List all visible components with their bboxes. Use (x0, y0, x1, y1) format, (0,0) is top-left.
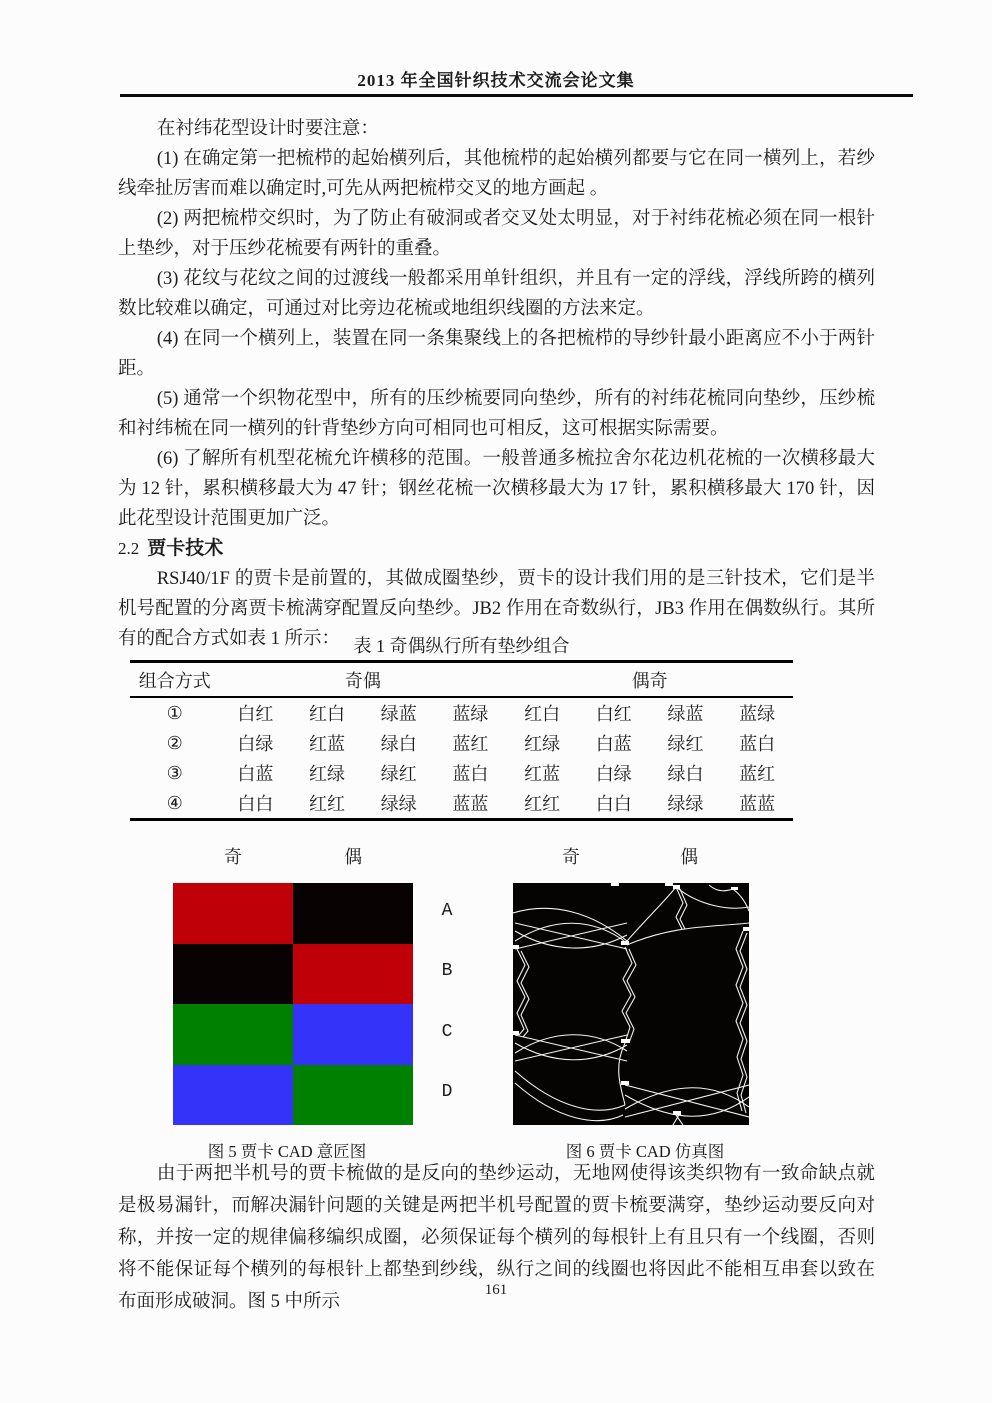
grid-cell (173, 1065, 293, 1126)
closing-paragraph: 由于两把半机号的贾卡梳做的是反向的垫纱运动，无地网使得该类织物有一致命缺点就是极易漏针，而解决漏针问题的关键是两把半机号配置的贾卡梳要满穿，垫纱运动要反向对称，并按一定的规律偏移编织成圈，必须保证每个横列的每根针上有且只有一个线圈，否则将不能保证每个横列的每根针上都垫到纱线，纵行之间的线圈也将因此不能相互串套以致在布面形成破洞。图 5 中所示 (118, 1164, 875, 1312)
table-cell: 白绿 (237, 734, 274, 754)
design-note-item: (2) 两把梳栉交织时，为了防止有破洞或者交叉处太明显，对于衬纬花梳必须在同一根针上垫纱，对于压纱花梳要有两针的重叠。 (118, 209, 875, 259)
table-cell: 白白 (595, 794, 632, 814)
table-header (130, 662, 793, 698)
header-rule (120, 94, 913, 97)
table-cell: 红红 (524, 794, 561, 814)
table-cell: 蓝红 (452, 734, 489, 754)
fig6-even-column-label: 偶 (680, 847, 698, 867)
table-cell: 绿白 (667, 764, 704, 784)
table-header-row (130, 662, 793, 698)
table-row (130, 788, 793, 820)
table-cell: 蓝蓝 (739, 794, 776, 814)
design-note-item: (6) 了解所有机型花梳允许横移的范围。一般普通多梳拉舍尔花边机花梳的一次横移最大为 12 针，累积横移最大为 47 针；钢丝花梳一次横移最大为 17 针，累积横移最大 170 针，因此花型设计范围更加广泛。 (118, 449, 875, 529)
table-cell: 蓝白 (452, 764, 489, 784)
table-cell: 白绿 (595, 764, 632, 784)
table-caption: 表 1 奇偶纵行所有垫纱组合 (353, 636, 570, 656)
grid-cell (293, 883, 413, 944)
section-heading (118, 534, 875, 564)
combination-label: ③ (166, 762, 183, 783)
design-note-item: (4) 在同一个横列上，装置在同一条集聚线上的各把梳栉的导纱针最小距离应不小于两针距。 (118, 329, 875, 379)
table-cell: 红蓝 (524, 764, 561, 784)
table-cell: 红绿 (309, 764, 346, 784)
combination-label: ① (166, 702, 183, 723)
grid-row-label: D (441, 1082, 453, 1102)
grid-cell (293, 1004, 413, 1065)
table-cell: 蓝蓝 (452, 794, 489, 814)
fig6-caption: 图 6 贾卡 CAD 仿真图 (565, 1142, 725, 1161)
section-paragraph: RSJ40/1F 的贾卡是前置的，其做成圈垫纱，贾卡的设计我们用的是三针技术，它们是半机号配置的分离贾卡梳满穿配置反向垫纱。JB2 作用在奇数纵行，JB3 作用在偶数纵行。其所有的配合方式如表 1 所示： (118, 569, 875, 649)
fig6-odd-column-label: 奇 (562, 847, 580, 867)
group-header-even-odd: 偶奇 (506, 662, 793, 698)
figure-cad-design-grid (173, 883, 413, 1125)
table-row (130, 697, 793, 728)
design-note-item: (1) 在确定第一把梳栉的起始横列后，其他梳栉的起始横列都要与它在同一横列上，若纱线牵扯厉害而难以确定时,可先从两把梳栉交叉的地方画起 。 (118, 149, 875, 199)
grid-row-label: A (441, 901, 453, 921)
grid-cell (293, 944, 413, 1005)
section-number: 2.2 (118, 539, 140, 558)
table-cell: 绿绿 (667, 794, 704, 814)
main-text-block (118, 114, 875, 654)
group-header-odd-even: 奇偶 (220, 662, 507, 698)
design-note-item: (3) 花纹与花纹之间的过渡线一般都采用单针组织，并且有一定的浮线，浮线所跨的横列数比较难以确定，可通过对比旁边花梳或地组织线圈的方法来定。 (118, 269, 875, 319)
grid-cell (173, 1004, 293, 1065)
grid-cell (293, 1065, 413, 1126)
table-cell: 蓝白 (739, 734, 776, 754)
table-cell: 红白 (309, 704, 346, 724)
fig5-even-column-label: 偶 (344, 847, 362, 867)
table-row (130, 728, 793, 758)
table-cell: 红红 (309, 794, 346, 814)
table-cell: 白白 (237, 794, 274, 814)
fig5-odd-column-label: 奇 (224, 847, 242, 867)
table-cell: 蓝红 (739, 764, 776, 784)
table-cell: 白蓝 (237, 764, 274, 784)
section-title: 贾卡技术 (147, 538, 224, 559)
table-cell: 白蓝 (595, 734, 632, 754)
combination-label: ② (166, 732, 183, 753)
table-cell: 绿蓝 (380, 704, 417, 724)
table-cell: 红蓝 (309, 734, 346, 754)
table-cell: 绿绿 (380, 794, 417, 814)
table-cell: 红绿 (524, 734, 561, 754)
grid-row-label: B (441, 961, 453, 981)
table-cell: 红白 (524, 704, 561, 724)
table-body (130, 697, 793, 820)
table-cell: 蓝绿 (739, 704, 776, 724)
table-cell: 绿红 (380, 764, 417, 784)
figure-cad-simulation (513, 883, 749, 1125)
table-cell: 蓝绿 (452, 704, 489, 724)
grid-row-label: C (441, 1022, 453, 1042)
grid-cell (173, 883, 293, 944)
combination-label: ④ (166, 792, 183, 813)
table-cell: 白红 (237, 704, 274, 724)
knit-net-drawing (513, 883, 749, 1125)
grid-cell (173, 944, 293, 1005)
yarn-combination-table (130, 660, 793, 821)
table-cell: 绿红 (667, 734, 704, 754)
table-row (130, 758, 793, 788)
table-cell: 绿白 (380, 734, 417, 754)
design-note-item: (5) 通常一个织物花型中，所有的压纱梳要同向垫纱，所有的衬纬花梳同向垫纱，压纱梳和衬纬梳在同一横列的针背垫纱方向可相同也可相反，这可根据实际需要。 (118, 389, 875, 439)
column-header-combination: 组合方式 (130, 662, 220, 698)
table-cell: 白红 (595, 704, 632, 724)
table-cell: 绿蓝 (667, 704, 704, 724)
page-number: 161 (484, 1282, 508, 1298)
fig5-caption: 图 5 贾卡 CAD 意匠图 (207, 1142, 367, 1161)
header-title: 2013 年全国针织技术交流会论文集 (357, 71, 635, 90)
intro-paragraph: 在衬纬花型设计时要注意： (156, 119, 379, 139)
